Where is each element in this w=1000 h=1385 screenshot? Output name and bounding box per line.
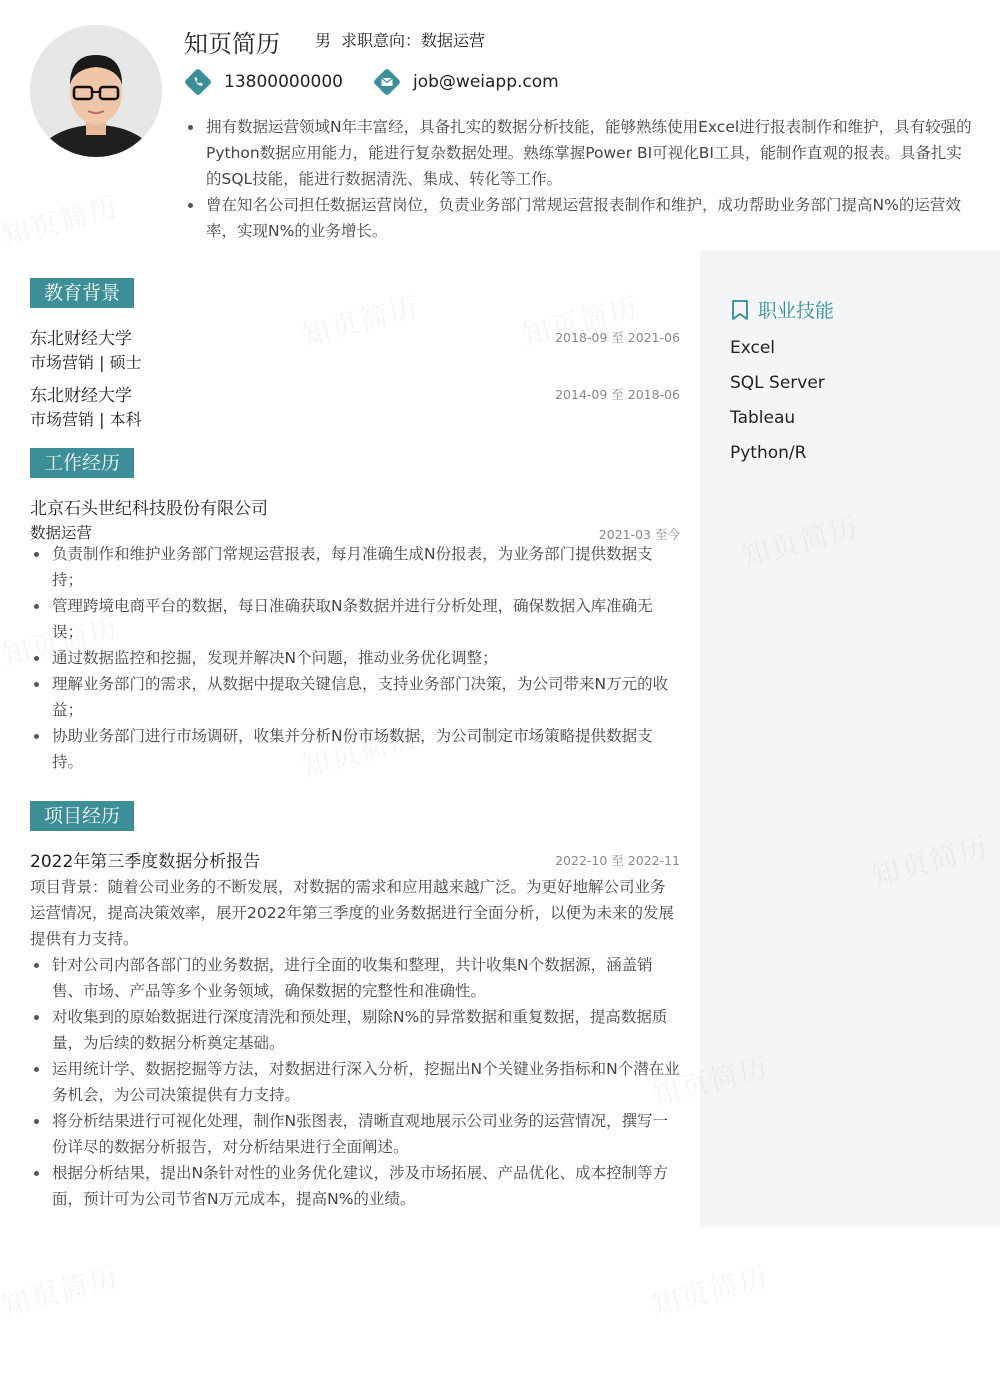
email-address: job@weiapp.com	[413, 72, 559, 92]
edu-major: 市场营销 | 硕士	[30, 353, 142, 372]
skill-item: Excel	[730, 338, 776, 358]
skills-list	[730, 338, 825, 478]
avatar	[30, 25, 162, 157]
project-date: 2022-10 至 2022-11	[555, 853, 680, 868]
list-item: 理解业务部门的需求，从数据中提取关键信息，支持业务部门决策，为公司带来N万元的收益；	[30, 671, 680, 723]
watermark	[647, 1255, 773, 1325]
phone-contact	[184, 68, 343, 96]
gender: 男	[315, 31, 332, 50]
edu-major: 市场营销 | 本科	[30, 410, 142, 429]
work-duties-list	[30, 541, 680, 775]
summary-list	[184, 114, 974, 244]
list-item: 管理跨境电商平台的数据，每日准确获取N条数据并进行分析处理，确保数据入库准确无误；	[30, 593, 680, 645]
email-contact	[373, 68, 559, 96]
list-item: 对收集到的原始数据进行深度清洗和预处理，剔除N%的异常数据和重复数据，提高数据质量，为后续的数据分析奠定基础。	[30, 1004, 680, 1056]
list-item: 根据分析结果，提出N条针对性的业务优化建议，涉及市场拓展、产品优化、成本控制等方面，预计可为公司节省N万元成本，提高N%的业绩。	[30, 1160, 680, 1212]
edu-date: 2014-09 至 2018-06	[555, 387, 680, 402]
project-name: 2022年第三季度数据分析报告	[30, 852, 261, 872]
watermark	[297, 285, 423, 355]
company-name: 北京石头世纪科技股份有限公司	[30, 499, 268, 519]
list-item: 针对公司内部各部门的业务数据，进行全面的收集和整理，共计收集N个数据源，涵盖销售、市场、产品等多个业务领域，确保数据的完整性和准确性。	[30, 952, 680, 1004]
watermark	[0, 185, 123, 255]
skills-title: 职业技能	[758, 300, 835, 322]
skills-heading	[730, 296, 834, 323]
edu-school: 东北财经大学	[30, 386, 132, 406]
intent-value: 数据运营	[421, 31, 486, 50]
project-tasks-list	[30, 952, 680, 1212]
project-section-title: 项目经历	[30, 801, 134, 831]
work-date: 2021-03 至今	[598, 527, 680, 542]
edu-school: 东北财经大学	[30, 329, 132, 349]
bookmark-icon	[730, 299, 750, 321]
watermark	[0, 1255, 123, 1325]
project-background: 项目背景：随着公司业务的不断发展，对数据的需求和应用越来越广泛。为更好地解公司业务运营情况，提高决策效率，展开2022年第三季度的业务数据进行全面分析，以便为未来的发展提供有力支持。	[30, 878, 674, 948]
summary-item: 拥有数据运营领域N年丰富经，具备扎实的数据分析技能，能够熟练使用Excel进行报表制作和维护，具有较强的Python数据应用能力，能进行复杂数据处理。熟练掌握Power BI可视化BI工具，能制作直观的报表。具备扎实的SQL技能，能进行数据清洗、集成、转化等工作。	[184, 114, 974, 192]
work-section-title: 工作经历	[30, 448, 134, 478]
phone-number: 13800000000	[224, 72, 343, 92]
job-role: 数据运营	[30, 524, 93, 542]
resume-name: 知页简历	[184, 30, 280, 58]
phone-icon	[184, 68, 212, 96]
list-item: 将分析结果进行可视化处理，制作N张图表，清晰直观地展示公司业务的运营情况，撰写一份详尽的数据分析报告，对分析结果进行全面阐述。	[30, 1108, 680, 1160]
list-item: 运用统计学、数据挖掘等方法，对数据进行深入分析，挖掘出N个关键业务指标和N个潜在业务机会，为公司决策提供有力支持。	[30, 1056, 680, 1108]
list-item: 负责制作和维护业务部门常规运营报表，每月准确生成N份报表，为业务部门提供数据支持；	[30, 541, 680, 593]
list-item: 通过数据监控和挖掘，发现并解决N个问题，推动业务优化调整；	[30, 645, 680, 671]
skill-item: Python/R	[730, 443, 807, 463]
edu-date: 2018-09 至 2021-06	[555, 330, 680, 345]
mail-icon	[373, 68, 401, 96]
skill-item: Tableau	[730, 408, 796, 428]
intent-label: 求职意向：	[341, 31, 422, 50]
skill-item: SQL Server	[730, 373, 825, 393]
summary-item: 曾在知名公司担任数据运营岗位，负责业务部门常规运营报表制作和维护，成功帮助业务部门提高N%的运营效率，实现N%的业务增长。	[184, 192, 974, 244]
header-meta	[315, 28, 495, 51]
skills-sidebar	[700, 250, 1000, 1227]
education-section-title: 教育背景	[30, 278, 134, 308]
list-item: 协助业务部门进行市场调研，收集并分析N份市场数据，为公司制定市场策略提供数据支持。	[30, 723, 680, 775]
